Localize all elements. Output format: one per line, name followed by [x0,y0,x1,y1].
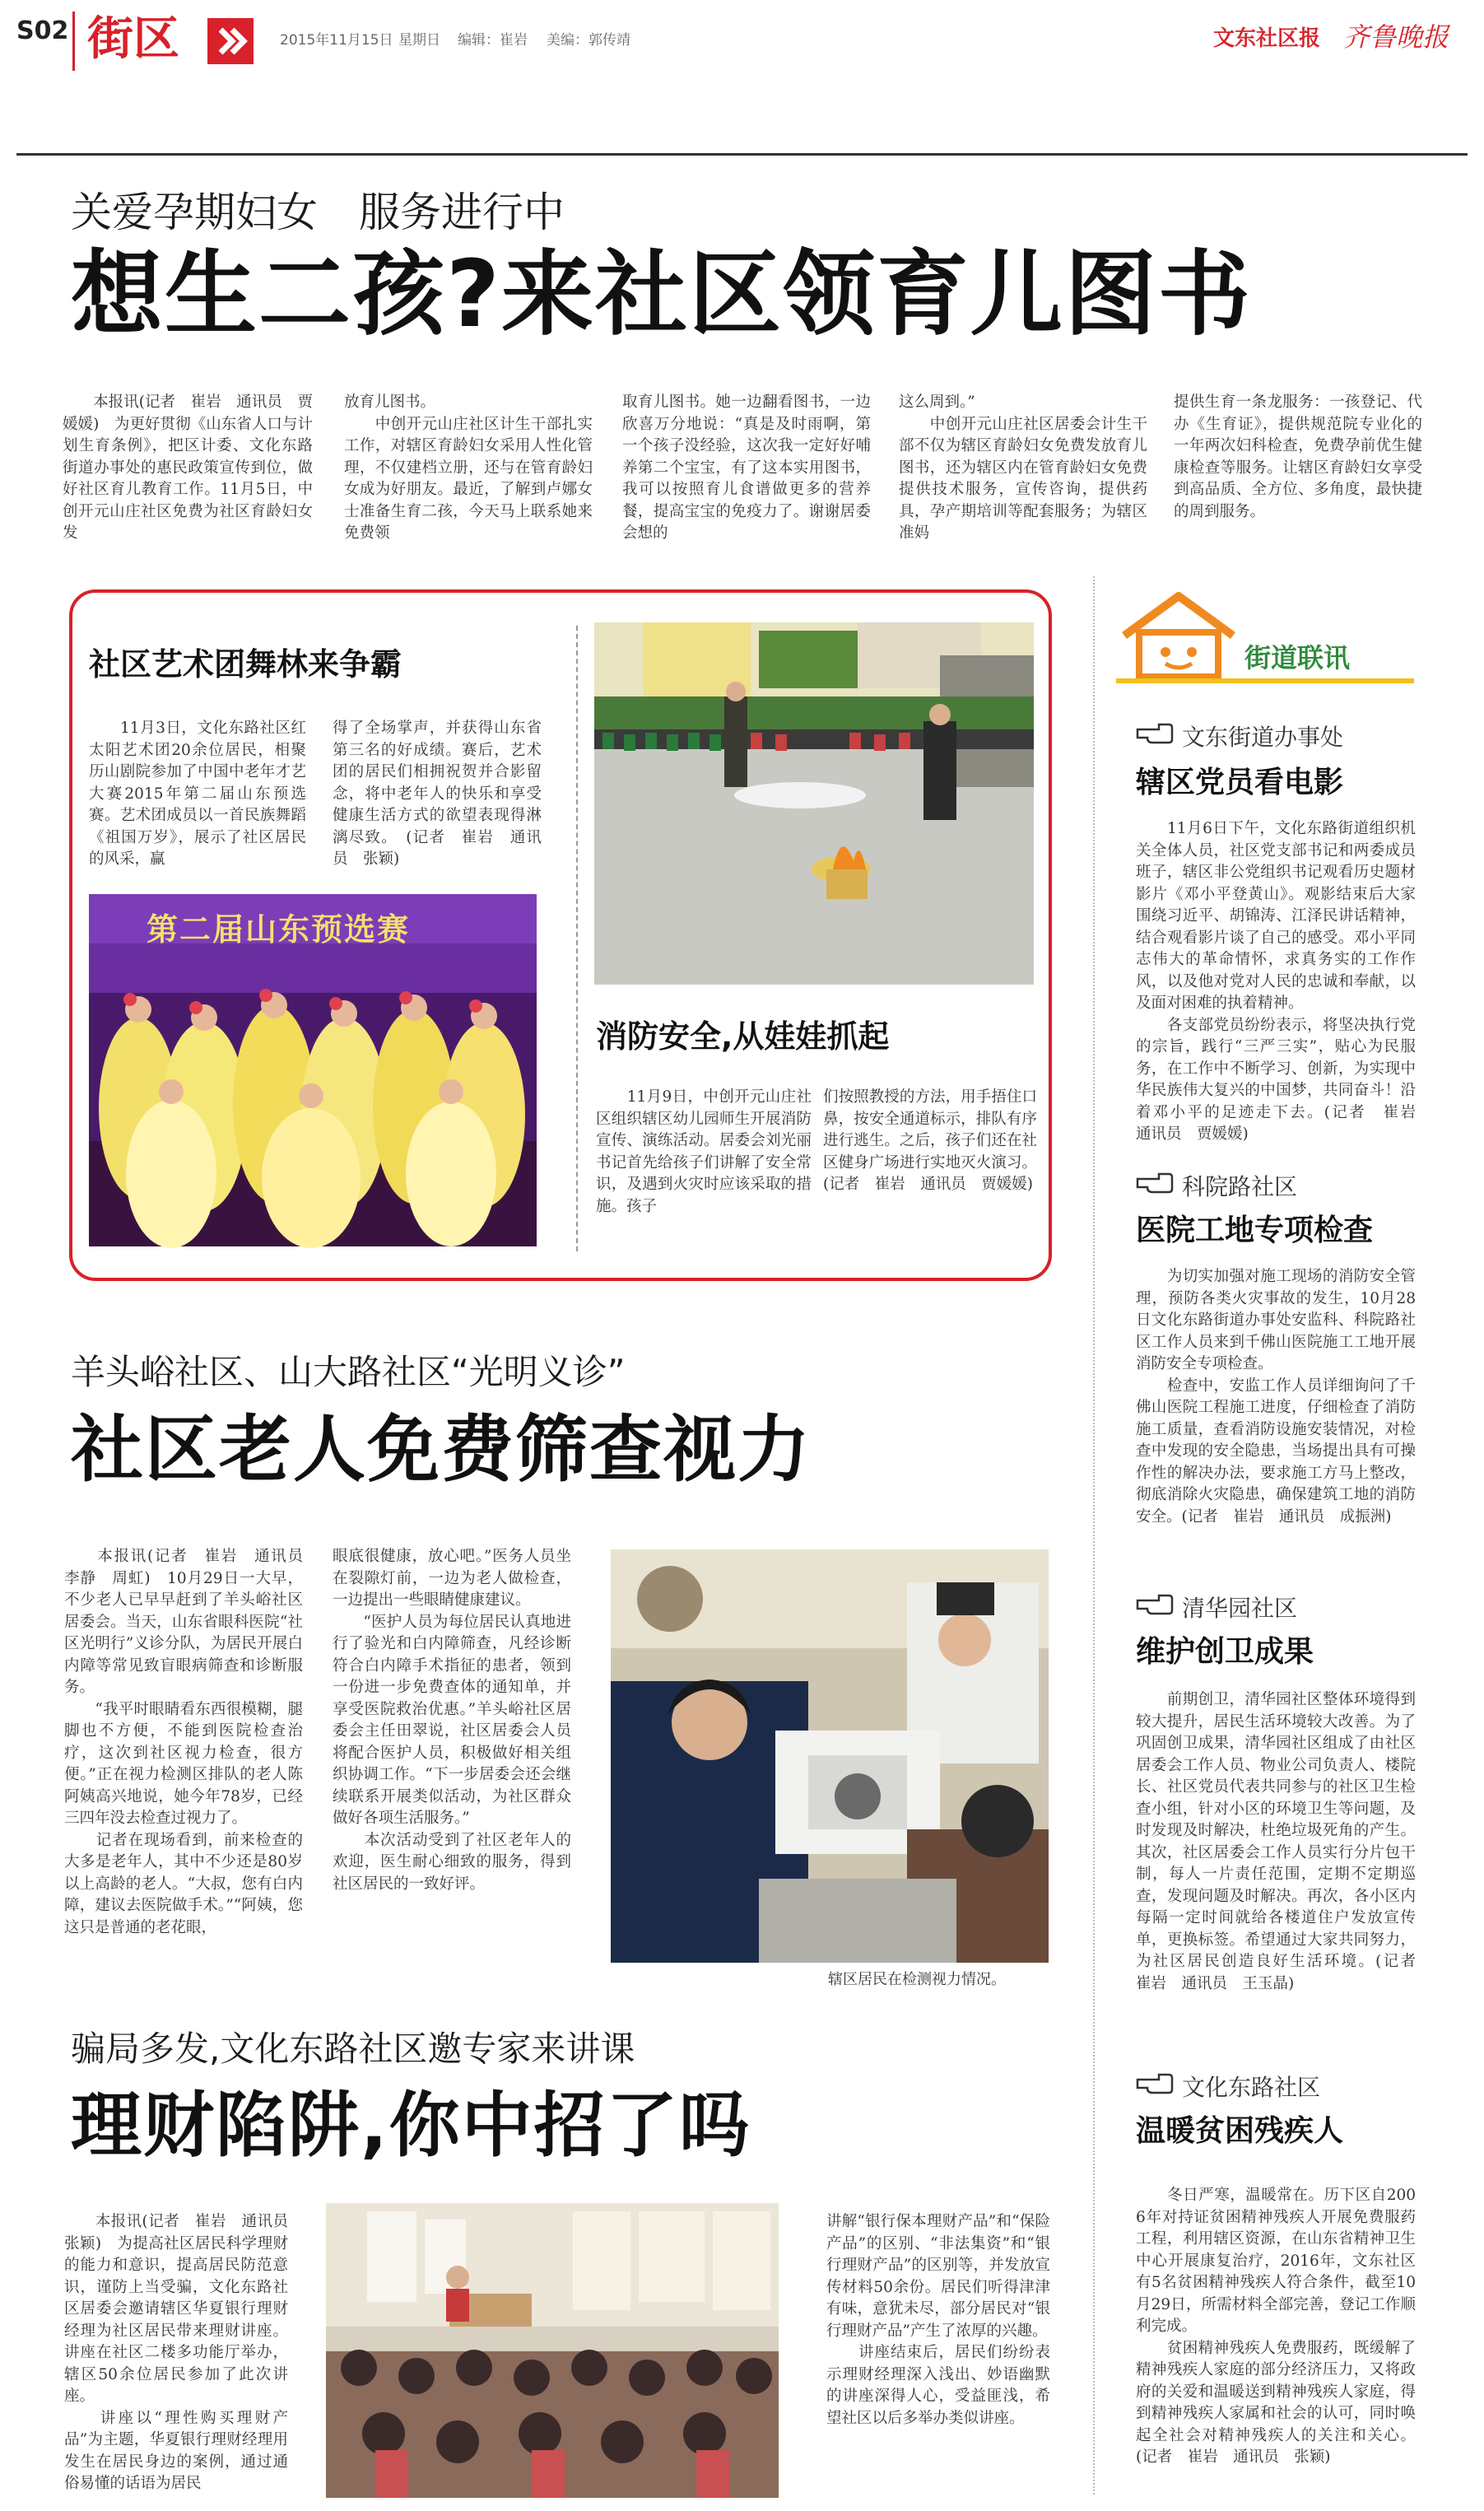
sidebar-item-4-body: 冬日严寒，温暖常在。历下区自2006年对持证贫困精神残疾人开展免费服药工程，利用辖区资源，在山东省精神卫生中心开展康复治疗，2016年，文东社区有5名贫困精神残疾人符合条件，截至10月29日，所需材料全部完善，登记工作顺利完成。 贫困精神残疾人免费服药，既缓解了精神残疾人家庭的部分经济压力，又将政府的关爱和温暖送到精神残疾人家庭，得到精神残疾人家属和社会的认可，同时唤起全社会对精神残疾人的关注和关心。(记者 崔岩 通讯员 张颖) [1136,2187,1416,2466]
hand-pointer-icon [1136,1592,1174,1617]
hand-pointer-icon [1136,1171,1174,1195]
dance-photo-banner: 第二届山东预选赛 [147,911,411,948]
story1-col1: 本报讯(记者 崔岩 通讯员 贾媛媛) 为更好贯彻《山东省人口与计划生育条例》，把区计委、文化东路街道办事处的惠民政策宣传到位，做好社区育儿教育工作。11月5日，中创开元山庄社区免费为社区育龄妇女发 [63,394,313,542]
story1-headline: 想生二孩?来社区领育儿图书 [71,241,1252,348]
story2-headline: 社区老人免费筛查视力 [71,1407,812,1492]
section-arrow-badge [207,18,254,64]
sidebar-divider [1093,576,1095,2495]
hand-pointer-icon [1136,2071,1174,2096]
story2-kicker: 羊头峪社区、山大路社区“光明义诊” [71,1352,626,1392]
story3-kicker: 骗局多发,文化东路社区邀专家来讲课 [71,2029,635,2069]
story3-col1: 本报讯(记者 崔岩 通讯员 张颖) 为提高社区居民科学理财的能力和意识，提高居民防范意识，谨防上当受骗，文化东路社区居委会邀请辖区华夏银行理财经理为社区居民带来理财讲座。讲座在社区二楼多功能厅举办，辖区50余位居民参加了此次讲座。 讲座以“理性购买理财产品”为主题，华夏银行理财经理用发生在居民身边的案例，通过通俗易懂的话语为居民 [64,2213,288,2492]
sidebar-item-3-section: 清华园社区 [1182,1595,1298,1622]
brand-logo: 齐鲁晚报 [1343,21,1449,53]
sidebar-item-2-body: 为切实加强对施工现场的消防安全管理，预防各类火灾事故的发生，10月28日文化东路街道办事处安监科、科院路社区工作人员来到千佛山医院施工工地开展消防安全专项检查。 检查中，安监工作人员详细询问了千佛山医院工程施工进度，仔细检查了消防施工质量，查看消防设施安装情况，对检查中发现的安全隐患，当场提出具有可操作性的解决办法，要求施工方马上整改，彻底消除火灾隐患，确保建筑工地的消防安全。(记者 崔岩 通讯员 成振洲) [1136,1268,1416,1526]
story1-col4: 这么周到。” 中创开元山庄社区居委会计生干部不仅为辖区育龄妇女免费发放育儿图书，还为辖区内在管育龄妇女免费提供技术服务，宣传咨询，提供药具，孕产期培训等配套服务；为辖区准妈 [899,394,1147,542]
feature-box-divider [576,626,578,1251]
finance-lecture-photo [326,2203,779,2498]
sidebar-item-1-section: 文东街道办事处 [1182,724,1344,751]
sidebar-item-3-headline: 维护创卫成果 [1136,1635,1314,1669]
sidebar-item-4-headline: 温暖贫困残疾人 [1136,2114,1344,2148]
double-chevron-icon [207,18,254,64]
sidebar-item-4-section: 文化东路社区 [1182,2074,1321,2101]
sidebar-item-1-body: 11月6日下午，文化东路街道组织机关全体人员，社区党支部书记和两委成员班子，辖区非公党组织书记观看历史题材影片《邓小平登黄山》。观影结束后大家围绕习近平、胡锦涛、江泽民讲话精神，结合观看影片谈了自己的感受。邓小平同志伟大的革命情怀，求真务实的工作作风，以及他对党对人民的忠诚和奉献，以及面对困难的执着精神。 各支部党员纷纷表示，将坚决执行党的宗旨，践行“三严三实”，贴心为民服务，在工作中不断学习、创新，为实现中华民族伟大复兴的中国梦，共同奋斗！沿着邓小平的足迹走下去。(记者 崔岩 通讯员 贾媛媛) [1136,820,1416,1143]
sidebar-label-underline [1116,678,1414,683]
sidebar-item-2-section: 科院路社区 [1182,1173,1298,1200]
dance-col1: 11月3日，文化东路社区红太阳艺术团20余位居民，相聚历山剧院参加了中国中老年才艺大赛2015年第二届山东预选赛。艺术团成员以一首民族舞蹈《祖国万岁》，展示了社区居民的风采，赢 [89,720,306,868]
sidebar-item-2-headline: 医院工地专项检查 [1136,1214,1374,1247]
story3-headline: 理财陷阱,你中招了吗 [71,2085,751,2167]
story1-kicker: 关爱孕期妇女 服务进行中 [71,189,565,236]
fire-drill-photo [594,622,1034,985]
masthead-designer: 美编：郭传靖 [547,32,630,49]
story2-col1: 本报讯(记者 崔岩 通讯员 李静 周虹) 10月29日一大早，不少老人已早早赶到了羊头峪社区居委会。当天，山东省眼科医院“社区光明行”义诊分队，为居民开展白内障等常见致盲眼病筛查和诊断服务。 “我平时眼睛看东西很模糊，腿脚也不方便，不能到医院检查治疗，这次到社区视力检查，很方便。”正在视力检测区排队的老人陈阿姨高兴地说，她今年78岁，已经三四年没去检查过视力了。 记者在现场看到，前来检查的大多是老年人，其中不少还是80岁以上高龄的老人。“大叔，您有白内障，建议去医院做手术。”“阿姨，您这只是普通的老花眼， [64,1548,303,1936]
paper-name: 文东社区报 [1213,26,1321,51]
masthead-weekday: 星期日 [398,32,440,49]
sidebar-item-3-body: 前期创卫，清华园社区整体环境得到较大提升，居民生活环境较大改善。为了巩固创卫成果，清华园社区组成了由社区居委会工作人员、物业公司负责人、楼院长、社区党员代表共同参与的社区卫生检查小组，针对小区的环境卫生等问题，及时发现及时解决，杜绝垃圾死角的产生。其次，社区居委会工作人员实行分片包干制，每人一片责任范围，定期不定期巡查，发现问题及时解决。再次，各小区内每隔一定时间就给各楼道住户发放宣传单，更换标签。希望通过大家共同努力，为社区居民创造良好生活环境。(记者 崔岩 通讯员 王玉晶) [1136,1691,1431,1992]
masthead-rule [16,153,1468,156]
dance-title: 社区艺术团舞林来争霸 [89,646,402,682]
story1-col2: 放育儿图书。 中创开元山庄社区计生干部扎实工作，对辖区育龄妇女采用人性化管理，不仅建档立册，还与在管育龄妇女成为好朋友。最近，了解到卢娜女士准备生育二孩，今天马上联系她来免费领 [344,394,593,542]
eye-exam-caption: 辖区居民在检测视力情况。 [828,1971,1006,1988]
hand-pointer-icon [1136,721,1174,746]
fire-title: 消防安全,从娃娃抓起 [596,1018,890,1055]
sidebar-label: 街道联讯 [1244,642,1351,673]
sidebar-item-1-headline: 辖区党员看电影 [1136,766,1344,799]
section-title: 街区 [87,12,179,66]
page-number-divider [72,12,75,71]
page-number: S02 [16,16,69,45]
fire-col1: 11月9日，中创开元山庄社区组织辖区幼儿园师生开展消防宣传、演练活动。居委会刘光丽书记首先给孩子们讲解了安全常识，及遇到火灾时应该采取的措施。孩子 [596,1088,812,1215]
story3-col2: 讲解“银行保本理财产品”和“保险产品”的区别、“非法集资”和“银行理财产品”的区别等，并发放宣传材料50余份。居民们听得津津有味，意犹未尽，部分居民对“银行理财产品”产生了浓厚的兴趣。 讲座结束后，居民们纷纷表示理财经理深入浅出、妙语幽默的讲座深得人心，受益匪浅，希望社区以后多举办类似讲座。 [826,2213,1050,2427]
eye-exam-photo [611,1549,1049,1963]
story1-col5: 提供生育一条龙服务：一孩登记、代办《生育证》，提供规范院专业化的一年两次妇科检查，免费孕前优生健康检查等服务。让辖区育龄妇女享受到高品质、全方位、多角度，最快捷的周到服务。 [1174,394,1422,520]
dance-col2: 得了全场掌声，并获得山东省第三名的好成绩。赛后，艺术团的居民们相拥祝贺并合影留念，将中老年人的快乐和享受健康生活方式的欲望表现得淋漓尽致。 (记者 崔岩 通讯员 张颖) [333,720,542,868]
masthead-editor: 编辑：崔岩 [458,32,528,49]
fire-col2: 们按照教授的方法，用手捂住口鼻，按安全通道标示，排队有序进行逃生。之后，孩子们还在社区健身广场进行实地灭火演习。(记者 崔岩 通讯员 贾媛媛) [823,1088,1037,1193]
story1-col3: 取育儿图书。她一边翻看图书，一边欣喜万分地说：“真是及时雨啊，第一个孩子没经验，这次我一定好好哺养第二个宝宝，有了这本实用图书，我可以按照育儿食谱做更多的营养餐，提高宝宝的免疫力了。谢谢居委会想的 [622,394,871,542]
masthead-date: 2015年11月15日 [280,32,393,49]
house-logo-icon [1116,589,1241,680]
story2-col2: 眼底很健康，放心吧。”医务人员坐在裂隙灯前，一边为老人做检查，一边提出一些眼睛健康建议。 “医护人员为每位居民认真地进行了验光和白内障筛查，凡经诊断符合白内障手术指征的患者，领到一份进一步免费查体的通知单，并享受医院救治优惠。”羊头峪社区居委会主任田翠说，社区居委会人员将配合医护人员，积极做好相关组织协调工作。“下一步居委会还会继续联系开展类似活动，为社区群众做好各项生活服务。” 本次活动受到了社区老年人的欢迎，医生耐心细致的服务，得到社区居民的一致好评。 [333,1548,571,1893]
